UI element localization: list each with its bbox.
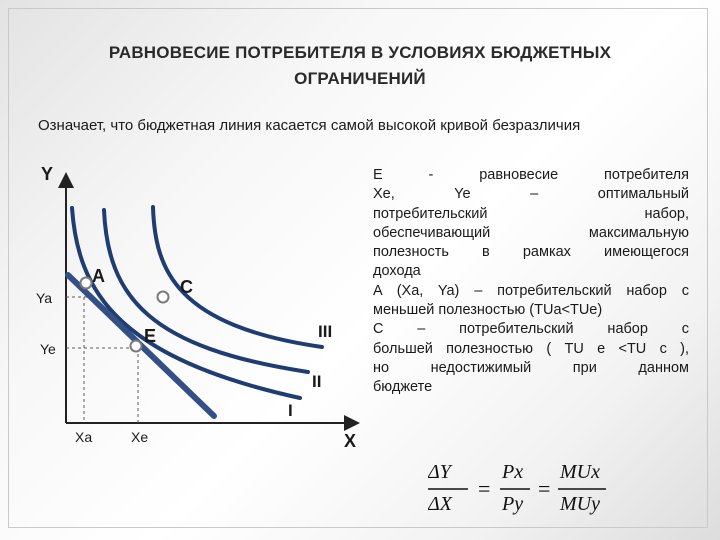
formula-equals-2: = xyxy=(538,476,551,501)
explanation-line-5: полезность в рамках имеющегося xyxy=(373,244,689,261)
formula-rhs-numerator: MUx xyxy=(560,461,600,483)
point-e-label: E xyxy=(144,326,157,346)
indifference-curve-3 xyxy=(153,207,322,347)
explanation-line-11: но недостижимый при данном xyxy=(373,359,689,376)
explanation-line-10: большей полезностью ( TU e <TU c ), xyxy=(373,340,689,357)
explanation-line-3: потребительский набор, xyxy=(373,205,689,222)
formula-mid-denominator: Py xyxy=(502,493,524,515)
point-a-marker xyxy=(81,278,92,289)
explanation-line-8: меньшей полезностью (TUa<TUe) xyxy=(373,302,603,319)
tick-ya: Ya xyxy=(36,290,53,306)
formula-equals-1: = xyxy=(478,476,491,501)
point-e-marker xyxy=(131,341,142,352)
explanation-line-2: Xe, Ye – оптимальный xyxy=(373,186,689,203)
formula-mid-numerator: Px xyxy=(502,461,524,483)
mrs-formula xyxy=(428,456,648,520)
title-line-2: ОГРАНИЧЕНИЙ xyxy=(294,69,426,88)
point-a-label: A xyxy=(92,266,105,286)
formula-lhs-denominator: ΔX xyxy=(428,493,452,515)
indifference-curves xyxy=(72,207,322,398)
explanation-line-7: A (Xa, Ya) – потребительский набор с xyxy=(373,282,689,299)
curve-3-label: III xyxy=(318,322,333,341)
explanation-line-9: C – потребительский набор с xyxy=(373,321,689,338)
guide-lines xyxy=(66,297,138,423)
explanation-line-4: обеспечивающий максимальную xyxy=(373,224,689,241)
y-axis-label: Y xyxy=(41,164,54,184)
point-c-label: C xyxy=(180,277,193,297)
explanation-line-12: бюджете xyxy=(373,379,433,396)
title-line-1: РАВНОВЕСИЕ ПОТРЕБИТЕЛЯ В УСЛОВИЯХ БЮДЖЕТНЫХ xyxy=(108,43,612,62)
formula-rhs-denominator: MUy xyxy=(560,493,600,515)
slide-subtitle: Означает, что бюджетная линия касается самой высокой кривой безразличия xyxy=(38,117,581,134)
tick-xe: Xe xyxy=(131,429,149,445)
formula-lhs-numerator: ΔY xyxy=(428,461,451,483)
tick-xa: Xa xyxy=(75,429,93,445)
curve-2-label: II xyxy=(312,372,322,391)
explanation-line-6: дохода xyxy=(373,263,421,280)
curve-1-label: I xyxy=(288,401,293,420)
point-c-marker xyxy=(158,292,169,303)
explanation-text xyxy=(373,166,689,398)
explanation-line-1: E - равновесие потребителя xyxy=(373,167,689,183)
tick-ye: Ye xyxy=(40,341,56,357)
x-axis-label: X xyxy=(344,431,357,451)
